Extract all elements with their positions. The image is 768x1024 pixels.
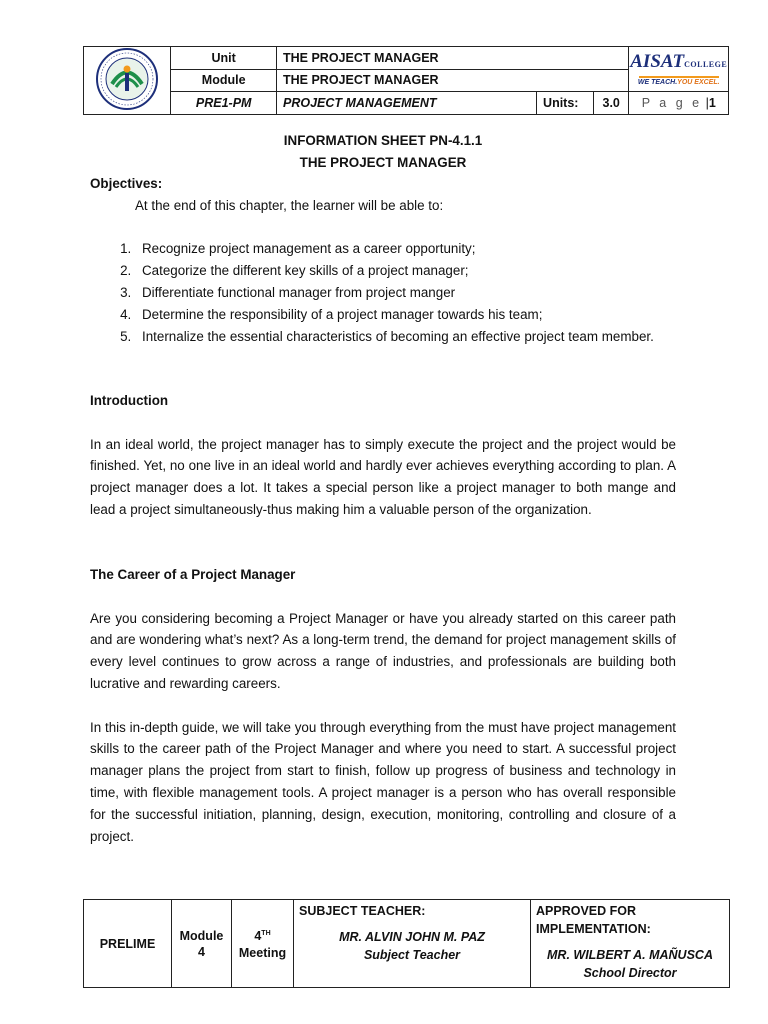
list-item: 1. Recognize project management as a career opportunity;: [135, 238, 676, 260]
career-heading: The Career of a Project Manager: [90, 567, 296, 582]
module-label: Module: [171, 69, 277, 92]
page-indicator: P a g e |1: [629, 92, 729, 115]
brand-logo: [629, 47, 729, 92]
objectives-intro: At the end of this chapter, the learner will be able to:: [135, 197, 444, 213]
units-label: Units:: [537, 92, 594, 115]
term-cell: PRELIME: [84, 900, 172, 988]
course-code: PRE1-PM: [171, 92, 277, 115]
sheet-title-block: [90, 130, 676, 174]
list-item: 5. Internalize the essential characteristics of becoming an effective project team member.: [135, 326, 676, 348]
list-item: 3. Differentiate functional manager from project manger: [135, 282, 676, 304]
director-role: School Director: [583, 966, 677, 980]
teacher-cell: [294, 900, 531, 988]
unit-value: THE PROJECT MANAGER: [277, 47, 629, 70]
approval-heading: APPROVED FOR IMPLEMENTATION:: [536, 904, 651, 936]
teacher-name: MR. ALVIN JOHN M. PAZ: [339, 930, 485, 944]
teacher-role: Subject Teacher: [363, 948, 461, 962]
brand-underline: [639, 76, 719, 78]
objectives-list: [90, 238, 676, 347]
director-name: MR. WILBERT A. MAÑUSCA: [547, 948, 713, 962]
introduction-paragraph: In an ideal world, the project manager has to simply execute the project and the project would be finished. Yet, no one live in an ideal world and hardly ever achieves everything according to plan. A project manager does a lot. It takes a special person like a project manager to both mange and lead a project simultaneously-thus making him a valuable person of the organization.: [90, 436, 676, 517]
teacher-heading: SUBJECT TEACHER:: [299, 904, 426, 918]
introduction-section: [90, 390, 676, 521]
brand-wordmark: AISATCOLLEGE: [630, 51, 728, 73]
header-table: [83, 46, 729, 115]
sheet-title: INFORMATION SHEET PN-4.1.1: [283, 133, 483, 148]
career-section: [90, 564, 676, 847]
course-title: PROJECT MANAGEMENT: [277, 92, 537, 115]
module-cell: Module 4: [172, 900, 232, 988]
career-paragraph-1: Are you considering becoming a Project Manager or have you already started on this career path and are wondering what’s next? As a long-term trend, the demand for project management skills of every level continues to grow across a range of industries, and professionals are building both lucrative and rewarding careers.: [90, 610, 676, 691]
objectives-section: [90, 173, 676, 347]
objectives-heading: Objectives:: [90, 176, 163, 191]
career-paragraph-2: In this in-depth guide, we will take you through everything from the must have project management skills to the career path of the Project Manager and where you need to start. A successful project manager plans the project from start to finish, follow up progress of business and technology in time, with flexible management tools. A project manager is a person who has overall responsible for the successful initiation, planning, design, execution, monitoring, controlling and closure of a project.: [90, 719, 676, 844]
school-seal-cell: [84, 47, 171, 115]
unit-label: Unit: [171, 47, 277, 70]
units-value: 3.0: [593, 92, 629, 115]
module-value: THE PROJECT MANAGER: [277, 69, 629, 92]
introduction-heading: Introduction: [90, 393, 169, 408]
school-seal-icon: [95, 47, 159, 111]
footer-table: [83, 899, 730, 988]
list-item: 4. Determine the responsibility of a project manager towards his team;: [135, 304, 676, 326]
approval-cell: [531, 900, 730, 988]
brand-tagline: WE TEACH.YOU EXCEL.: [637, 79, 720, 87]
sheet-subtitle: THE PROJECT MANAGER: [299, 154, 467, 170]
meeting-cell: 4TH Meeting: [232, 900, 294, 988]
list-item: 2. Categorize the different key skills of a project manager;: [135, 260, 676, 282]
